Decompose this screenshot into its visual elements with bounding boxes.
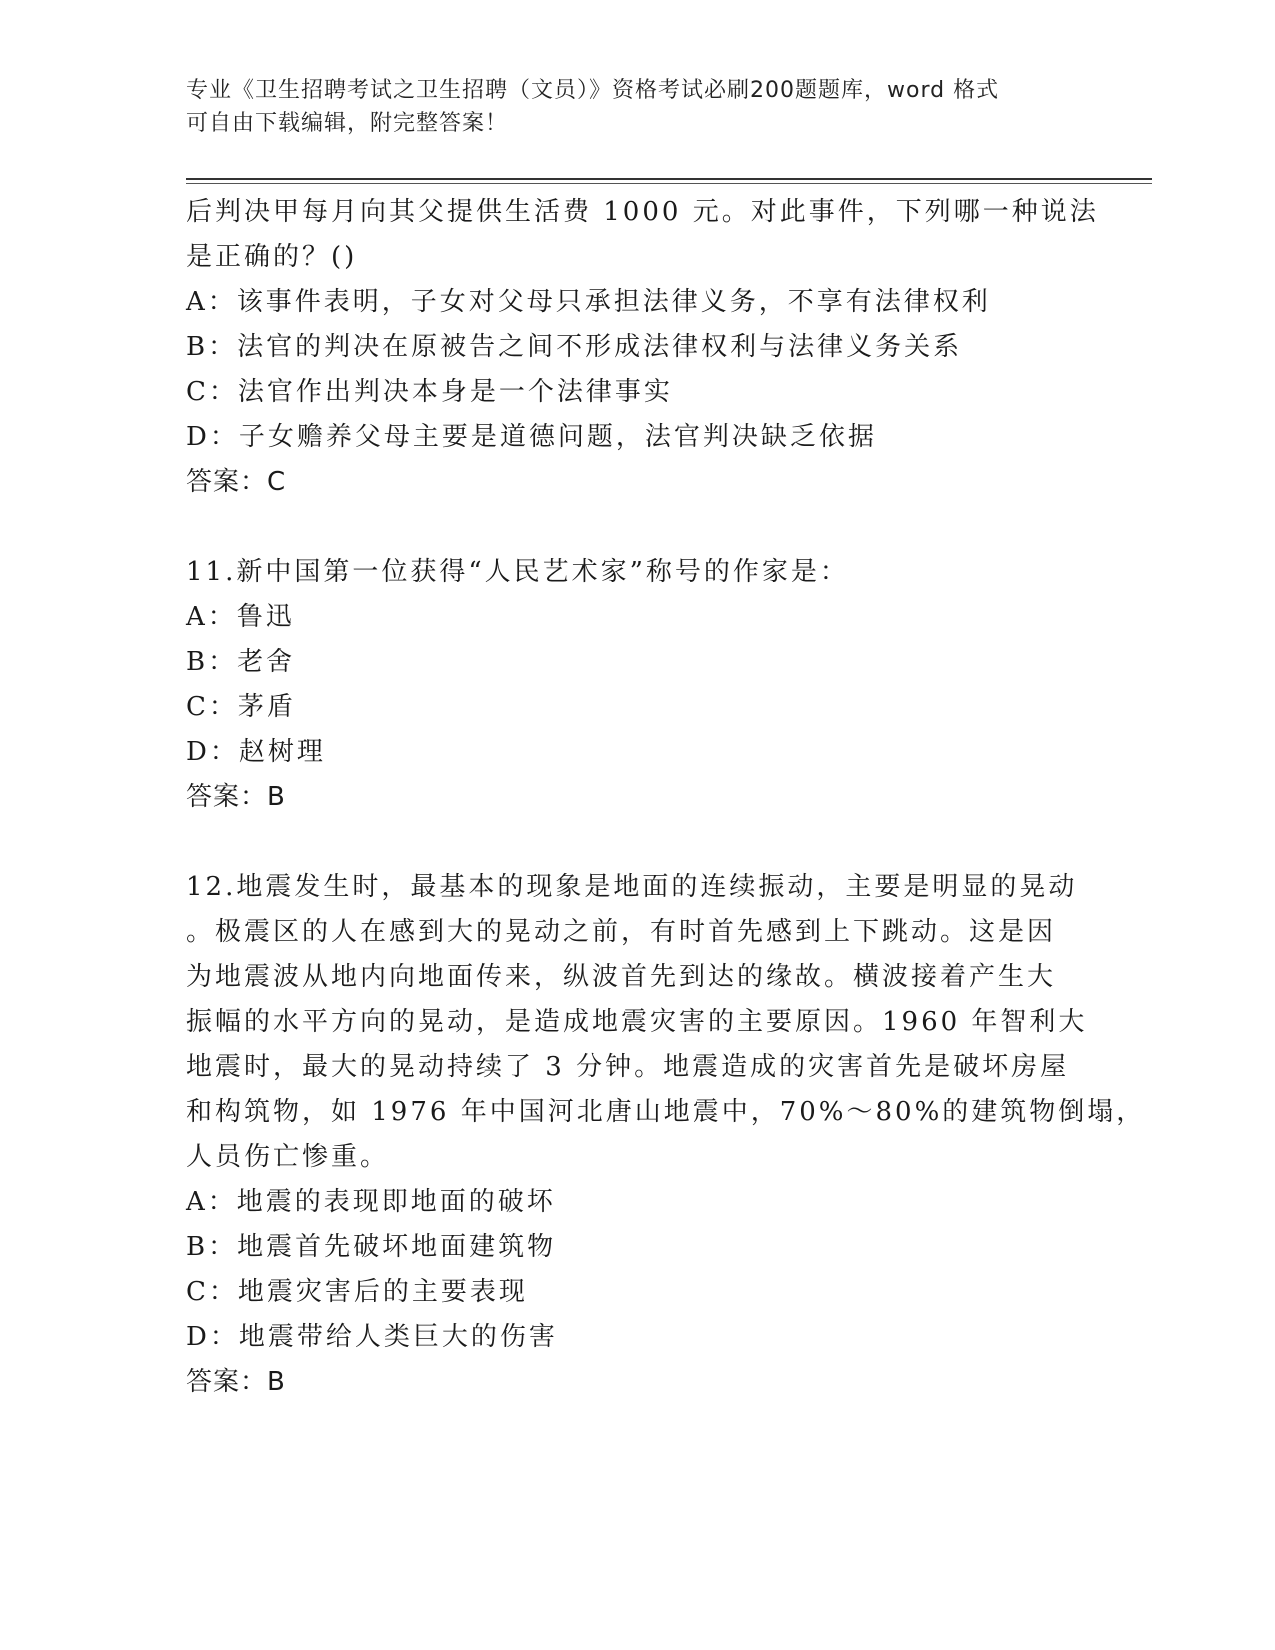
question-10 <box>186 190 1099 505</box>
question-10-text-line-1: 后判决甲每月向其父提供生活费 1000 元。对此事件，下列哪一种说法 <box>186 197 1099 227</box>
question-12-text-line-2: 。极震区的人在感到大的晃动之前，有时首先感到上下跳动。这是因 <box>186 917 1057 947</box>
question-12-text-line-1: 12.地震发生时，最基本的现象是地面的连续振动，主要是明显的晃动 <box>186 872 1078 902</box>
question-10-text-line-2: 是正确的？() <box>186 242 358 272</box>
question-12-text-line-3: 为地震波从地内向地面传来，纵波首先到达的缘故。横波接着产生大 <box>186 962 1057 992</box>
question-10-answer: 答案：C <box>186 467 287 497</box>
spacer <box>186 505 1086 550</box>
header-title-line-2: 可自由下载编辑，附完整答案！ <box>186 111 509 136</box>
question-12-option-b: B：地震首先破坏地面建筑物 <box>186 1232 557 1262</box>
document-body <box>186 190 1146 1405</box>
question-12-answer: 答案：B <box>186 1367 286 1397</box>
page-header <box>186 74 1066 140</box>
question-12-text-line-4: 振幅的水平方向的晃动，是造成地震灾害的主要原因。1960 年智利大 <box>186 1007 1088 1037</box>
question-12-option-a: A：地震的表现即地面的破坏 <box>186 1187 556 1217</box>
question-11-answer: 答案：B <box>186 782 286 812</box>
question-11-option-b: B：老舍 <box>186 647 296 677</box>
header-divider-thin <box>186 183 1152 184</box>
header-divider-thick <box>186 178 1152 180</box>
question-12-text-line-7: 人员伤亡惨重。 <box>186 1142 390 1172</box>
question-11-option-a: A：鲁迅 <box>186 602 295 632</box>
question-12 <box>186 865 1146 1405</box>
question-12-option-d: D：地震带给人类巨大的伤害 <box>186 1322 558 1352</box>
question-12-text-line-6: 和构筑物，如 1976 年中国河北唐山地震中，70%～80%的建筑物倒塌， <box>186 1097 1146 1127</box>
question-10-option-c: C：法官作出判决本身是一个法律事实 <box>186 377 673 407</box>
question-11-option-c: C：茅盾 <box>186 692 296 722</box>
question-12-option-c: C：地震灾害后的主要表现 <box>186 1277 528 1307</box>
spacer <box>186 820 1086 865</box>
question-10-option-b: B：法官的判决在原被告之间不形成法律权利与法律义务关系 <box>186 332 963 362</box>
question-10-option-a: A：该事件表明，子女对父母只承担法律义务，不享有法律权利 <box>186 287 991 317</box>
question-11-text-line-1: 11.新中国第一位获得“人民艺术家”称号的作家是： <box>186 557 849 587</box>
question-11-option-d: D：赵树理 <box>186 737 326 767</box>
question-10-option-d: D：子女赡养父母主要是道德问题，法官判决缺乏依据 <box>186 422 877 452</box>
question-11 <box>186 550 1086 820</box>
header-title-line-1: 专业《卫生招聘考试之卫生招聘（文员）》资格考试必刷200题题库，word 格式 <box>186 78 1000 103</box>
question-12-text-line-5: 地震时，最大的晃动持续了 3 分钟。地震造成的灾害首先是破坏房屋 <box>186 1052 1070 1082</box>
